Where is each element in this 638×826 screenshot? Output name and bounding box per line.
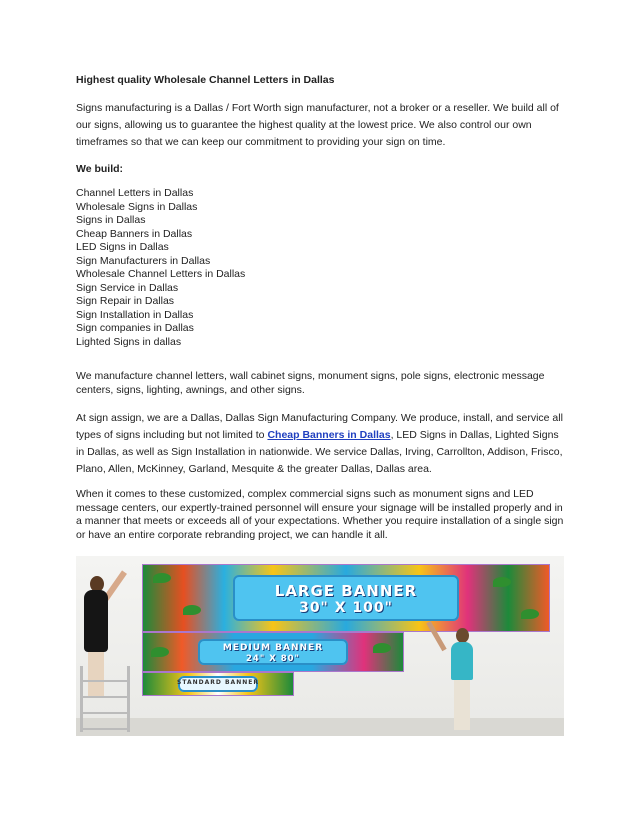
- list-item: Sign Installation in Dallas: [76, 308, 194, 321]
- leaf-icon: [493, 577, 511, 587]
- build-list: [76, 187, 245, 349]
- medium-banner-size: 24" X 80": [246, 654, 300, 664]
- medium-banner-title: MEDIUM BANNER: [222, 643, 324, 653]
- photo-floor: [76, 718, 564, 736]
- list-item: Sign Manufacturers in Dallas: [76, 254, 211, 267]
- list-item: Wholesale Signs in Dallas: [76, 200, 198, 213]
- sign-assign-text-after: , LED Signs in Dallas, Lighted Signs in Dallas, as well as Sign Installation in nationwide. We service Dallas, Irving, Carrollton, Addison, Frisco, Plano, Allen, McKinney, Garland, Mesquite & the greater Dallas, Dallas area.: [76, 429, 563, 475]
- leaf-icon: [373, 643, 391, 653]
- leaf-icon: [521, 609, 539, 619]
- sign-assign-text-before: At sign assign, we are a Dallas, Dallas Sign Manufacturing Company. We produce, install, and service all types of signs including but not limited to: [76, 412, 563, 441]
- list-item: LED Signs in Dallas: [76, 241, 169, 253]
- large-banner-title: LARGE BANNER: [274, 582, 418, 600]
- list-item: Sign Repair in Dallas: [76, 295, 175, 307]
- list-item: Sign Service in Dallas: [76, 281, 179, 294]
- custom-signs-paragraph: When it comes to these customized, complex commercial signs such as monument signs and LED message centers, our expertly-trained personnel will ensure your signage will be installed properly and in a manner that meets or exceeds all of your expectations. Whether you require installation of a single sign or have an entire corporate rebranding project, we can handle it all.: [76, 488, 564, 541]
- intro-paragraph: Signs manufacturing is a Dallas / Fort Worth sign manufacturer, not a broker or a reseller. We build all of our signs, allowing us to guarantee the highest quality at the lowest price. We also control our own timeframes so that we can keep our commitment to providing your sign on time.: [76, 102, 559, 148]
- list-item: Channel Letters in Dallas: [76, 187, 194, 199]
- list-item: Lighted Signs in dallas: [76, 335, 182, 348]
- list-item: Cheap Banners in Dallas: [76, 227, 193, 240]
- leaf-icon: [153, 573, 171, 583]
- manufacture-paragraph: We manufacture channel letters, wall cabinet signs, monument signs, pole signs, electronic message centers, signs, lighting, awnings, and other signs.: [76, 370, 545, 396]
- leaf-icon: [151, 647, 169, 657]
- person-on-ladder: [76, 556, 126, 736]
- large-banner-size: 30" X 100": [299, 600, 393, 616]
- medium-banner: [142, 632, 404, 672]
- we-build-label: We build:: [76, 163, 124, 175]
- sign-assign-paragraph: [76, 410, 566, 478]
- person-standing: [438, 556, 488, 736]
- large-banner: [142, 564, 550, 632]
- list-item: Wholesale Channel Letters in Dallas: [76, 268, 246, 280]
- list-item: Signs in Dallas: [76, 214, 146, 226]
- page-heading: Highest quality Wholesale Channel Letters in Dallas: [76, 74, 335, 86]
- list-item: Sign companies in Dallas: [76, 322, 194, 334]
- standard-banner-title: STANDARD BANNER: [177, 679, 259, 686]
- standard-banner: [142, 672, 294, 696]
- cheap-banners-link[interactable]: Cheap Banners in Dallas: [267, 429, 391, 441]
- banner-photo: [76, 556, 564, 736]
- ladder: [80, 666, 130, 732]
- leaf-icon: [183, 605, 201, 615]
